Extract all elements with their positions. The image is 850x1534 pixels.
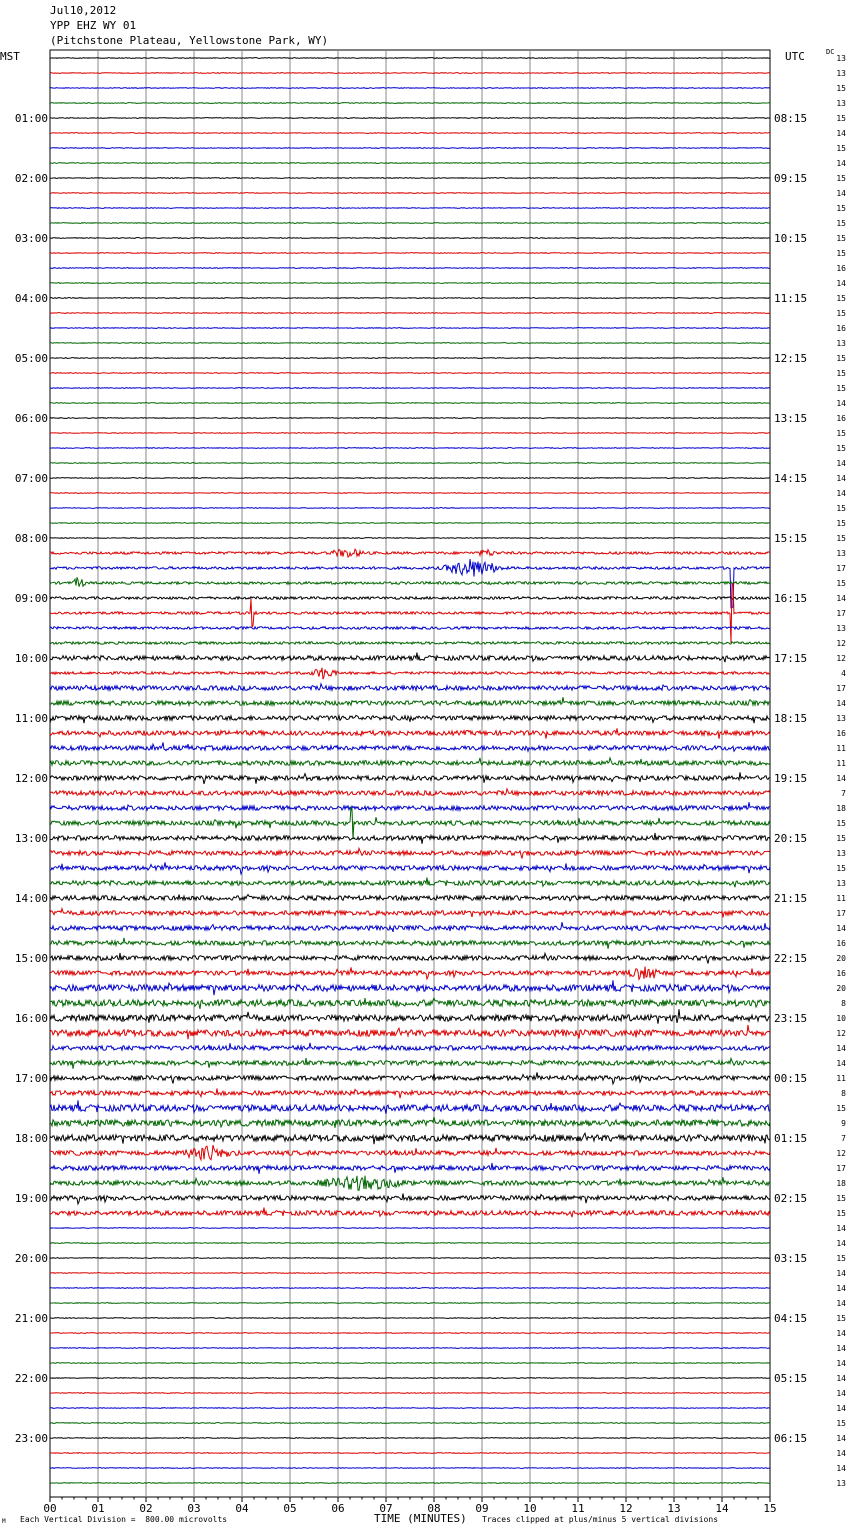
seismic-trace [50, 208, 770, 209]
dc-offset-label: 15 [836, 1419, 846, 1428]
utc-hour-label: 12:15 [774, 352, 808, 365]
seismic-trace [50, 1483, 770, 1484]
utc-hour-label: 19:15 [774, 772, 808, 785]
seismic-trace [50, 802, 770, 810]
dc-offset-label: 17 [836, 1164, 846, 1173]
x-tick-label: 01 [91, 1502, 105, 1515]
x-tick-label: 11 [571, 1502, 585, 1515]
dc-offset-label: 20 [836, 954, 846, 963]
seismic-trace [50, 1163, 770, 1174]
seismic-trace [50, 967, 770, 980]
dc-offset-label: 14 [836, 1269, 846, 1278]
mst-hour-label: 12:00 [14, 772, 48, 785]
seismic-trace [50, 1025, 770, 1039]
dc-offset-label: 14 [836, 1299, 846, 1308]
utc-hour-label: 17:15 [774, 652, 808, 665]
seismic-trace [50, 1009, 770, 1023]
dc-offset-label: 12 [836, 654, 846, 663]
x-tick-label: 10 [523, 1502, 537, 1515]
dc-offset-label: 14 [836, 1374, 846, 1383]
seismic-trace [50, 833, 770, 844]
mst-hour-label: 14:00 [14, 892, 48, 905]
dc-offset-label: 18 [836, 804, 846, 813]
mst-hour-label: 13:00 [14, 832, 48, 845]
dc-offset-label: 14 [836, 459, 846, 468]
dc-offset-label: 17 [836, 909, 846, 918]
mst-hour-label: 21:00 [14, 1312, 48, 1325]
mst-hour-label: 09:00 [14, 592, 48, 605]
seismic-trace [50, 1363, 770, 1364]
seismic-trace [50, 1072, 770, 1084]
dc-offset-label: 15 [836, 219, 846, 228]
seismic-trace [50, 58, 770, 59]
mst-hour-label: 18:00 [14, 1132, 48, 1145]
seismic-trace [50, 772, 770, 784]
x-tick-label: 06 [331, 1502, 345, 1515]
dc-offset-label: 13 [836, 714, 846, 723]
dc-offset-label: 9 [841, 1119, 846, 1128]
seismic-trace [50, 577, 770, 586]
seismic-trace [50, 862, 770, 874]
mst-hour-label: 02:00 [14, 172, 48, 185]
mst-hour-label: 03:00 [14, 232, 48, 245]
seismic-trace [50, 758, 770, 766]
x-tick-label: 02 [139, 1502, 153, 1515]
dc-offset-label: 13 [836, 624, 846, 633]
seismic-trace [50, 1058, 770, 1069]
utc-hour-label: 14:15 [774, 472, 808, 485]
mst-hour-label: 19:00 [14, 1192, 48, 1205]
utc-hour-label: 20:15 [774, 832, 808, 845]
dc-offset-label: 15 [836, 579, 846, 588]
seismic-trace [50, 1393, 770, 1394]
seismic-trace [50, 268, 770, 269]
utc-hour-label: 11:15 [774, 292, 808, 305]
seismic-trace [50, 388, 770, 389]
seismic-trace [50, 807, 770, 839]
dc-offset-label: 15 [836, 294, 846, 303]
seismic-trace [50, 1318, 770, 1319]
seismic-trace [50, 493, 770, 494]
seismic-trace [50, 373, 770, 374]
dc-offset-label: 14 [836, 699, 846, 708]
dc-offset-label: 16 [836, 324, 846, 333]
dc-offset-label: 14 [836, 1224, 846, 1233]
seismic-trace [50, 313, 770, 314]
seismic-trace [50, 133, 770, 134]
dc-offset-label: 15 [836, 1194, 846, 1203]
mst-hour-label: 05:00 [14, 352, 48, 365]
x-tick-label: 08 [427, 1502, 441, 1515]
dc-offset-label: 14 [836, 279, 846, 288]
mst-hour-label: 08:00 [14, 532, 48, 545]
dc-offset-label: 15 [836, 444, 846, 453]
dc-offset-label: 7 [841, 1134, 846, 1143]
seismic-trace [50, 478, 770, 479]
seismic-trace [50, 583, 770, 643]
dc-offset-label: 14 [836, 159, 846, 168]
seismic-trace [50, 1194, 770, 1204]
dc-offset-label: 11 [836, 759, 846, 768]
mst-hour-label: 17:00 [14, 1072, 48, 1085]
dc-offset-label: 11 [836, 744, 846, 753]
utc-hour-label: 13:15 [774, 412, 808, 425]
dc-offset-label: 15 [836, 819, 846, 828]
dc-offset-label: 17 [836, 684, 846, 693]
plot-date: Jul10,2012 [50, 4, 117, 17]
dc-offset-label: 14 [836, 474, 846, 483]
dc-offset-label: 15 [836, 174, 846, 183]
seismic-trace [50, 1176, 770, 1191]
seismic-trace [50, 1468, 770, 1469]
seismic-trace [50, 642, 770, 645]
dc-offset-label: 15 [836, 1104, 846, 1113]
x-tick-label: 13 [667, 1502, 681, 1515]
dc-offset-label: 13 [836, 549, 846, 558]
seismic-trace [50, 715, 770, 723]
dc-offset-label: 18 [836, 1179, 846, 1188]
mst-hour-label: 04:00 [14, 292, 48, 305]
utc-hour-label: 21:15 [774, 892, 808, 905]
mst-hour-label: 07:00 [14, 472, 48, 485]
dc-offset-label: 16 [836, 969, 846, 978]
seismic-trace [50, 909, 770, 918]
dc-offset-label: 13 [836, 879, 846, 888]
dc-offset-label: 15 [836, 384, 846, 393]
utc-hour-label: 08:15 [774, 112, 808, 125]
dc-offset-label: 11 [836, 1074, 846, 1083]
utc-hour-label: 18:15 [774, 712, 808, 725]
seismic-trace [50, 1117, 770, 1128]
dc-offset-label: 14 [836, 1434, 846, 1443]
seismic-trace [50, 1273, 770, 1274]
seismic-trace [50, 1228, 770, 1229]
utc-hour-label: 10:15 [774, 232, 808, 245]
dc-offset-label: 14 [836, 594, 846, 603]
dc-offset-label: 14 [836, 1239, 846, 1248]
seismic-trace [50, 283, 770, 284]
dc-offset-label: 15 [836, 864, 846, 873]
seismic-trace [50, 1133, 770, 1144]
dc-offset-label: 15 [836, 84, 846, 93]
mst-hour-label: 11:00 [14, 712, 48, 725]
dc-offset-label: 13 [836, 1479, 846, 1488]
dc-offset-label: 14 [836, 129, 846, 138]
dc-offset-label: 15 [836, 234, 846, 243]
mst-hour-label: 10:00 [14, 652, 48, 665]
dc-offset-label: 8 [841, 999, 846, 1008]
dc-offset-label: 13 [836, 99, 846, 108]
dc-offset-label: 14 [836, 1344, 846, 1353]
seismic-trace [50, 922, 770, 932]
dc-offset-label: 14 [836, 489, 846, 498]
dc-offset-label: 10 [836, 1014, 846, 1023]
utc-hour-label: 04:15 [774, 1312, 808, 1325]
seismic-trace [50, 1378, 770, 1379]
seismic-trace [50, 73, 770, 74]
dc-offset-label: 14 [836, 1359, 846, 1368]
x-tick-label: 05 [283, 1502, 297, 1515]
seismic-trace [50, 549, 770, 557]
clip-note: Traces clipped at plus/minus 5 vertical divisions [482, 1515, 719, 1524]
seismic-trace [50, 103, 770, 104]
utc-hour-label: 03:15 [774, 1252, 808, 1265]
dc-offset-label: 14 [836, 1389, 846, 1398]
dc-offset-label: 17 [836, 609, 846, 618]
seismic-trace [50, 1348, 770, 1349]
dc-offset-label: 16 [836, 729, 846, 738]
seismic-trace [50, 998, 770, 1009]
dc-offset-label: 15 [836, 504, 846, 513]
dc-offset-label: 15 [836, 429, 846, 438]
x-tick-label: 12 [619, 1502, 633, 1515]
dc-offset-label: 15 [836, 354, 846, 363]
dc-offset-label: 14 [836, 1284, 846, 1293]
seismic-trace [50, 1438, 770, 1439]
utc-axis-title: UTC [785, 50, 805, 63]
seismic-trace [50, 1288, 770, 1289]
dc-offset-label: 15 [836, 144, 846, 153]
seismic-trace [50, 448, 770, 449]
dc-offset-label: 4 [841, 669, 846, 678]
dc-offset-label: 15 [836, 519, 846, 528]
dc-offset-label: 15 [836, 369, 846, 378]
x-tick-label: 03 [187, 1502, 201, 1515]
seismic-trace [50, 418, 770, 419]
seismic-trace [50, 298, 770, 299]
seismic-trace [50, 328, 770, 329]
utc-hour-label: 06:15 [774, 1432, 808, 1445]
dc-offset-label: 15 [836, 534, 846, 543]
seismic-trace [50, 433, 770, 434]
dc-offset-label: 12 [836, 1149, 846, 1158]
seismic-trace [50, 1453, 770, 1454]
dc-offset-label: 12 [836, 1029, 846, 1038]
seismic-trace [50, 938, 770, 949]
seismic-trace [50, 1243, 770, 1244]
scale-note: Each Vertical Division = 800.00 microvolts [20, 1515, 228, 1524]
dc-offset-label: 16 [836, 264, 846, 273]
mst-hour-label: 20:00 [14, 1252, 48, 1265]
utc-hour-label: 02:15 [774, 1192, 808, 1205]
mst-hour-label: 22:00 [14, 1372, 48, 1385]
dc-offset-label: 15 [836, 204, 846, 213]
seismic-trace [50, 894, 770, 901]
seismic-trace [50, 223, 770, 224]
seismic-trace [50, 1333, 770, 1334]
mst-hour-label: 06:00 [14, 412, 48, 425]
dc-offset-label: 8 [841, 1089, 846, 1098]
seismic-trace [50, 148, 770, 149]
x-tick-label: 07 [379, 1502, 393, 1515]
dc-offset-label: 14 [836, 399, 846, 408]
dc-offset-label: 15 [836, 834, 846, 843]
dc-offset-label: 14 [836, 1044, 846, 1053]
dc-offset-label: 13 [836, 849, 846, 858]
dc-offset-label: 15 [836, 1209, 846, 1218]
seismic-trace [50, 1089, 770, 1099]
seismic-trace [50, 1208, 770, 1218]
utc-hour-label: 22:15 [774, 952, 808, 965]
dc-offset-label: 14 [836, 1449, 846, 1458]
dc-offset-label: 17 [836, 564, 846, 573]
seismic-trace [50, 1145, 770, 1160]
mst-hour-label: 23:00 [14, 1432, 48, 1445]
seismic-trace [50, 980, 770, 995]
utc-hour-label: 05:15 [774, 1372, 808, 1385]
dc-offset-label: 14 [836, 1464, 846, 1473]
corner-mark: M [2, 1518, 6, 1525]
station-location: (Pitchstone Plateau, Yellowstone Park, WY) [50, 34, 329, 47]
mst-axis-title: MST [0, 50, 20, 63]
seismic-trace [50, 789, 770, 795]
seismic-trace [50, 1423, 770, 1424]
dc-offset-label: 15 [836, 309, 846, 318]
dc-offset-label: 15 [836, 1254, 846, 1263]
dc-offset-label: 13 [836, 69, 846, 78]
seismic-trace [50, 653, 770, 663]
x-tick-label: 00 [43, 1502, 57, 1515]
seismic-trace [50, 684, 770, 690]
seismic-trace [50, 238, 770, 239]
dc-offset-label: 15 [836, 114, 846, 123]
seismic-trace [50, 953, 770, 964]
dc-offset-label: 13 [836, 54, 846, 63]
dc-offset-label: 16 [836, 939, 846, 948]
seismic-trace [50, 343, 770, 344]
dc-offset-label: 14 [836, 924, 846, 933]
utc-hour-label: 01:15 [774, 1132, 808, 1145]
seismic-trace [50, 697, 770, 705]
dc-offset-label: 12 [836, 639, 846, 648]
dc-offset-label: 13 [836, 339, 846, 348]
seismic-trace [50, 253, 770, 254]
utc-hour-label: 00:15 [774, 1072, 808, 1085]
seismic-trace [50, 728, 770, 738]
seismic-trace [50, 742, 770, 751]
dc-offset-label: 15 [836, 249, 846, 258]
dc-column-title: DC [826, 48, 835, 56]
mst-hour-label: 01:00 [14, 112, 48, 125]
seismic-trace [50, 1258, 770, 1259]
seismic-trace [50, 193, 770, 194]
seismic-trace [50, 508, 770, 509]
seismic-trace [50, 88, 770, 89]
utc-hour-label: 09:15 [774, 172, 808, 185]
utc-hour-label: 15:15 [774, 532, 808, 545]
seismic-trace [50, 538, 770, 539]
utc-hour-label: 16:15 [774, 592, 808, 605]
seismic-trace [50, 597, 770, 600]
dc-offset-label: 20 [836, 984, 846, 993]
dc-offset-label: 14 [836, 1059, 846, 1068]
seismic-trace [50, 1100, 770, 1114]
seismic-trace [50, 523, 770, 524]
dc-offset-label: 11 [836, 894, 846, 903]
seismic-trace [50, 1303, 770, 1304]
dc-offset-label: 14 [836, 189, 846, 198]
dc-offset-label: 7 [841, 789, 846, 798]
dc-offset-label: 14 [836, 1329, 846, 1338]
seismic-trace [50, 1043, 770, 1050]
dc-offset-label: 14 [836, 774, 846, 783]
seismic-trace [50, 627, 770, 630]
seismic-trace [50, 163, 770, 164]
dc-offset-label: 14 [836, 1404, 846, 1413]
mst-hour-label: 15:00 [14, 952, 48, 965]
dc-offset-label: 16 [836, 414, 846, 423]
dc-offset-label: 15 [836, 1314, 846, 1323]
seismic-trace [50, 118, 770, 119]
seismic-trace [50, 1408, 770, 1409]
station-code: YPP EHZ WY 01 [50, 19, 137, 32]
x-tick-label: 09 [475, 1502, 489, 1515]
seismic-trace [50, 178, 770, 179]
x-tick-label: 04 [235, 1502, 249, 1515]
seismic-trace [50, 358, 770, 359]
mst-hour-label: 16:00 [14, 1012, 48, 1025]
x-tick-label: 14 [715, 1502, 729, 1515]
seismic-trace [50, 463, 770, 464]
seismic-trace [50, 403, 770, 404]
x-tick-label: 15 [763, 1502, 777, 1515]
x-axis-title: TIME (MINUTES) [374, 1512, 467, 1525]
seismic-trace [50, 848, 770, 858]
seismic-trace [50, 878, 770, 888]
utc-hour-label: 23:15 [774, 1012, 808, 1025]
seismic-trace [50, 668, 770, 679]
